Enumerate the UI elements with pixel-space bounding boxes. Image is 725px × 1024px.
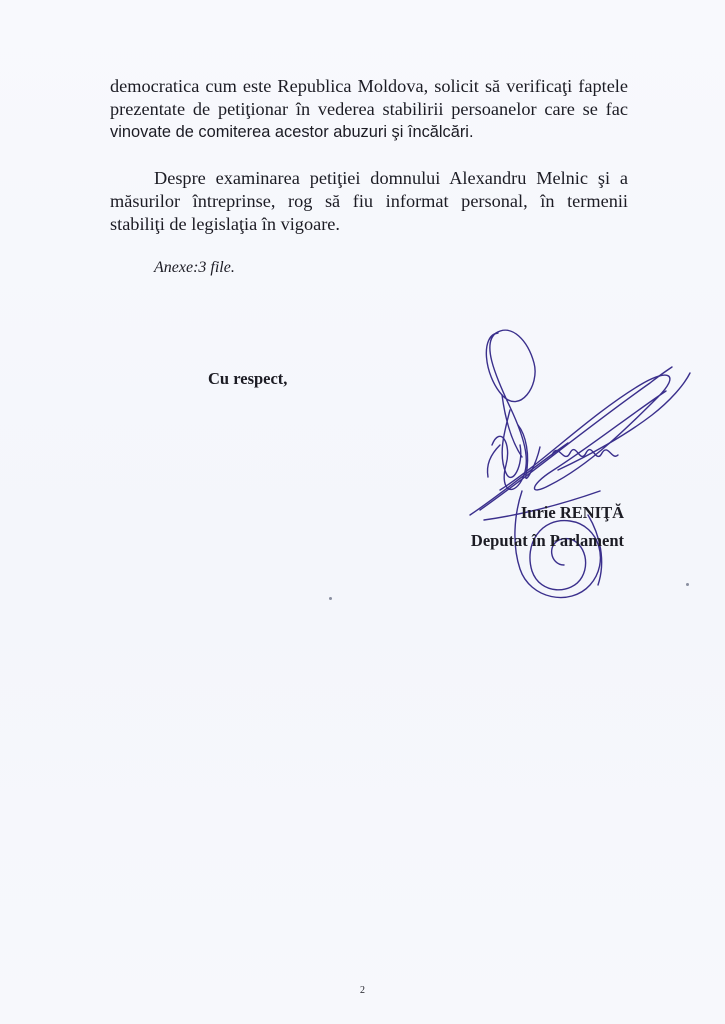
paragraph-line: stabiliţi de legislaţia în vigoare. <box>110 214 340 234</box>
paragraph-line: vinovate de comiterea acestor abuzuri şi încălcări. <box>110 123 474 141</box>
paragraph-line: prezentate de petiţionar în vederea stabilirii persoanelor care se fac <box>110 99 628 119</box>
paragraph-line: măsurilor întreprinse, rog să fiu informat personal, în termenii <box>110 191 628 211</box>
handwritten-signature <box>440 315 700 620</box>
signatory-title: Deputat în Parlament <box>470 531 624 550</box>
annex-note: Anexe:3 file. <box>154 259 235 276</box>
paragraph-line: Despre examinarea petiţiei domnului Alexandru Melnic şi a <box>154 168 628 188</box>
body-paragraph-2 <box>110 167 628 236</box>
paper-speck <box>329 597 332 600</box>
page-number: 2 <box>360 985 365 996</box>
closing-salutation: Cu respect, <box>208 369 288 388</box>
signatory-name: Iurie RENIŢĂ <box>520 503 624 522</box>
paper-speck <box>686 583 689 586</box>
body-paragraph-1 <box>110 75 628 144</box>
paragraph-line: democratica cum este Republica Moldova, solicit să verificaţi faptele <box>110 76 628 96</box>
